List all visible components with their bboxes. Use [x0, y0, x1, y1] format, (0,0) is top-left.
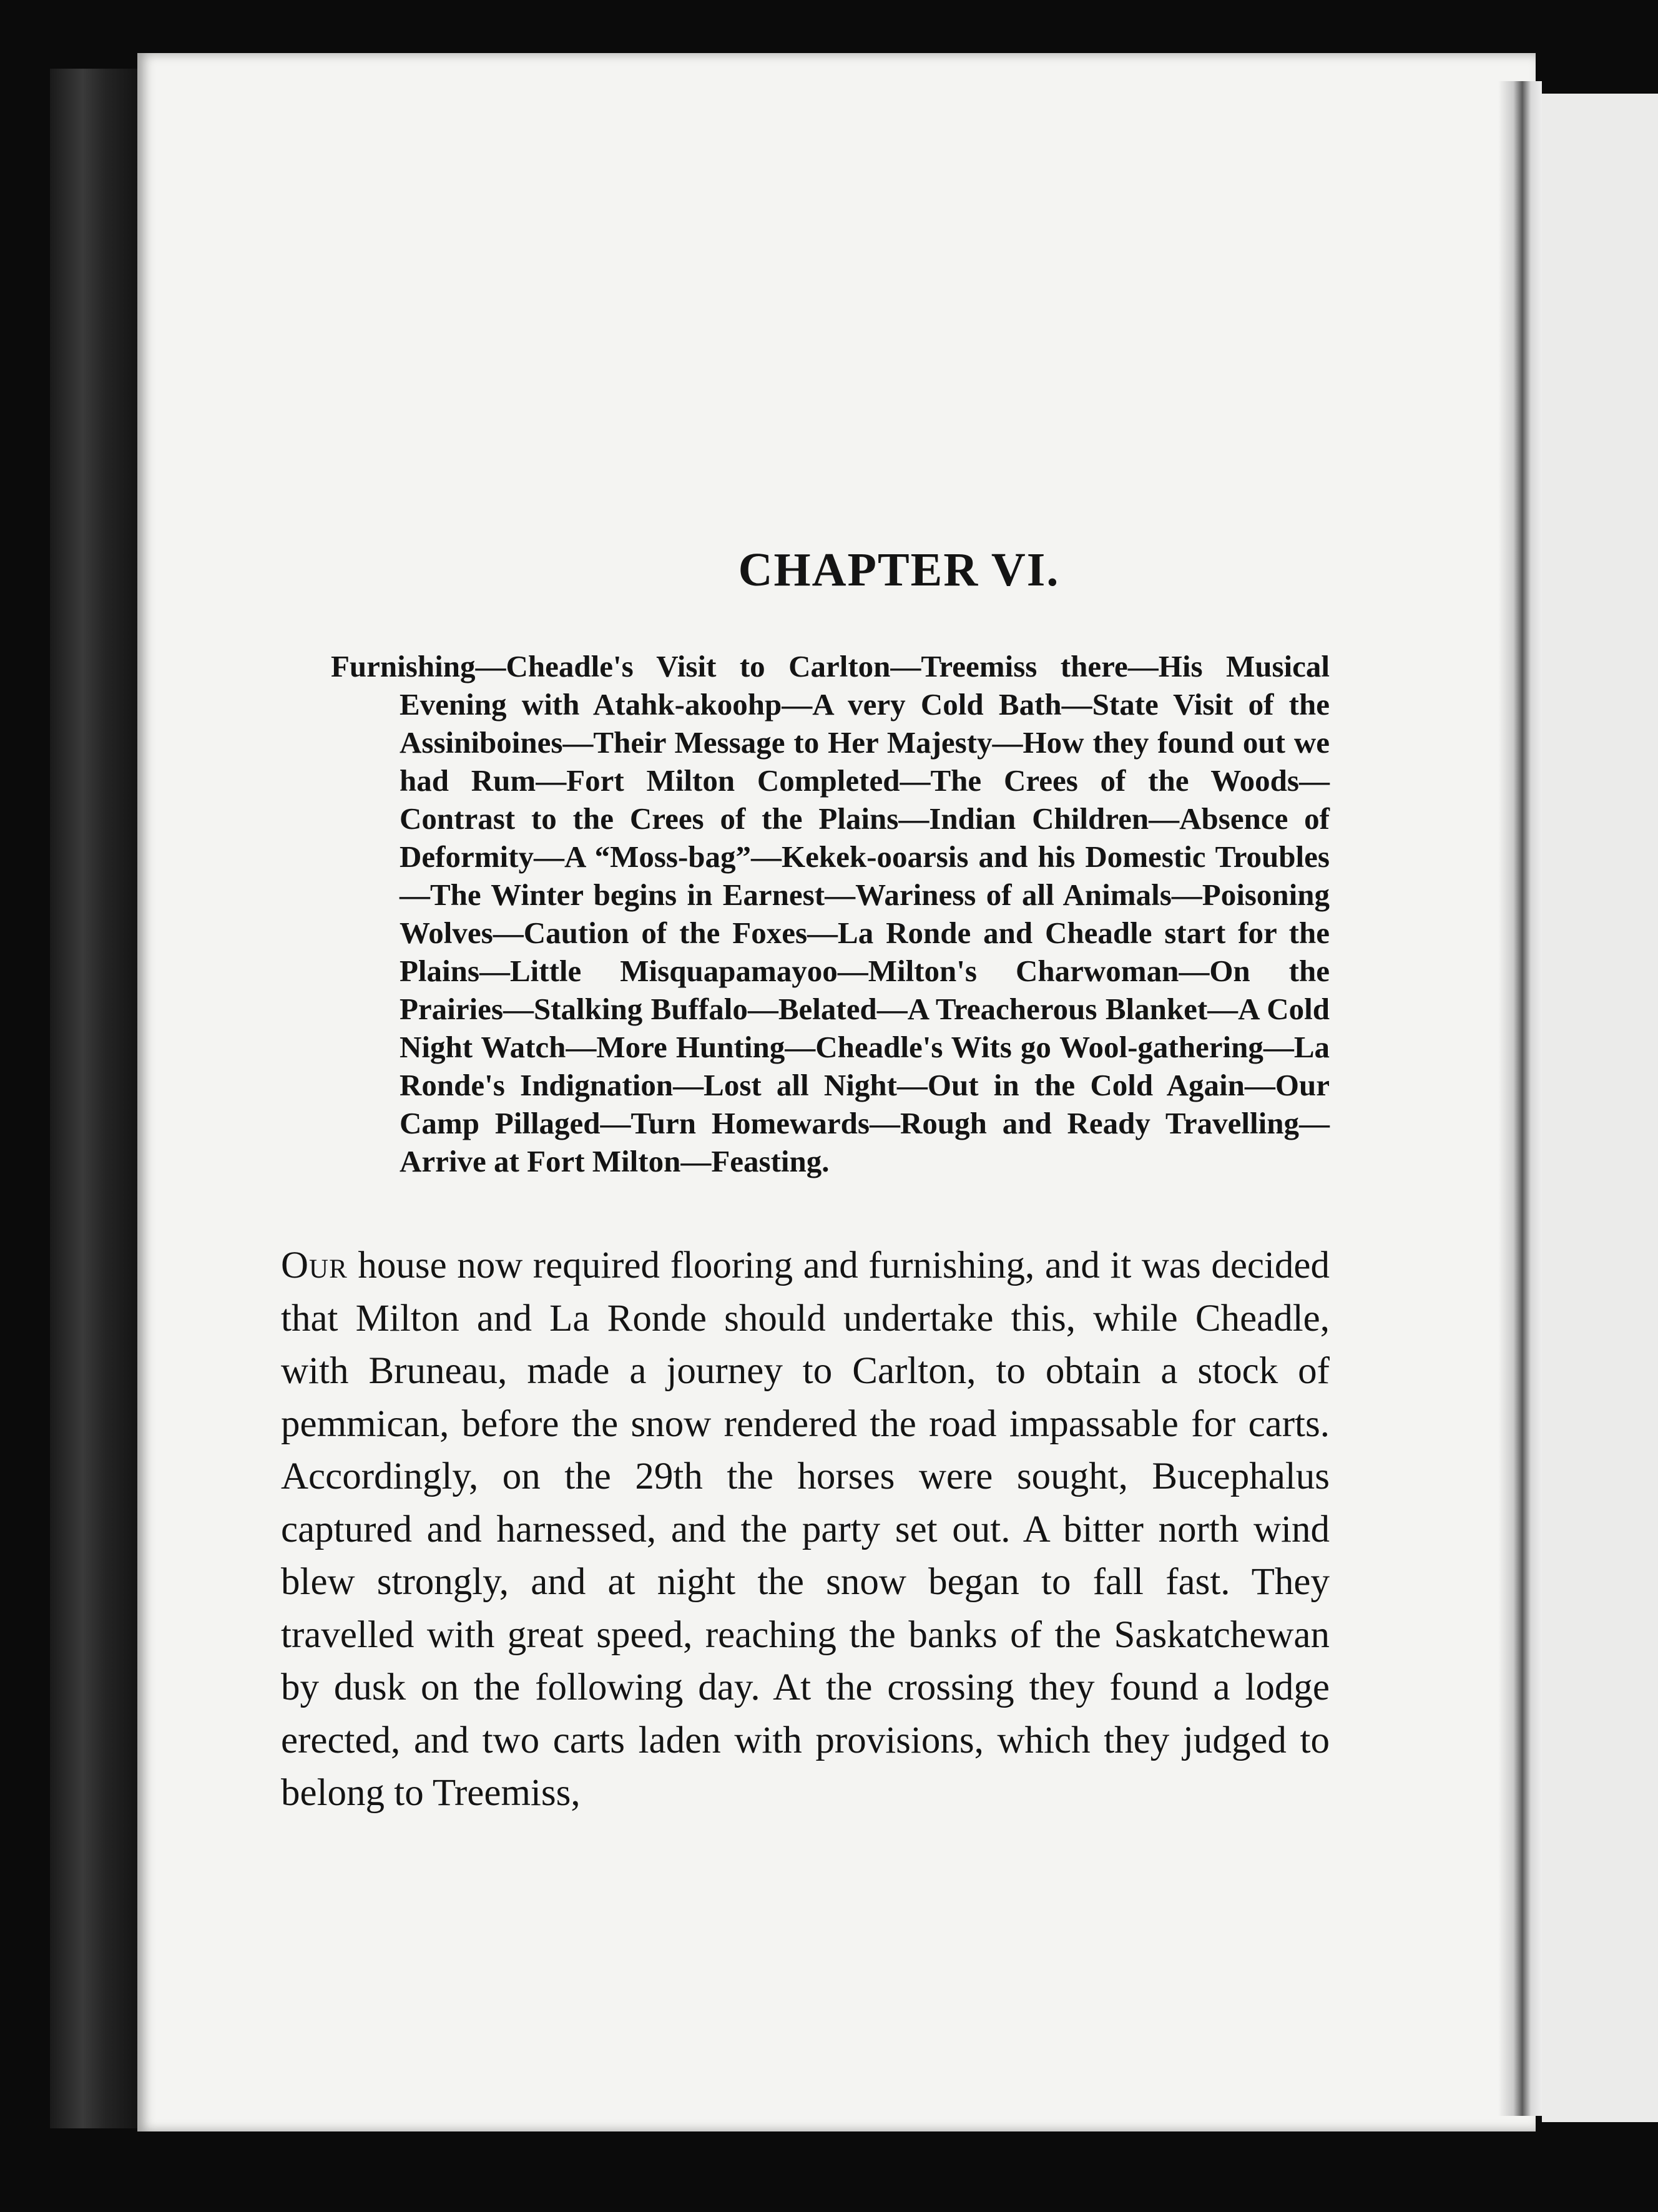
page-content	[281, 543, 1330, 1820]
adjacent-page-edge	[1542, 94, 1658, 2122]
opening-word: Our	[281, 1245, 348, 1286]
page-gutter-shadow	[1498, 81, 1542, 2116]
chapter-heading: CHAPTER VI.	[738, 544, 1060, 596]
paragraph-text: house now required flooring and furnishing, and it was decided that Milton and La Ronde should undertake this, while Cheadle, with Bruneau, made a journey to Carlton, to obtain a stock of pemmican, before the snow rendered the road impassable for carts. Accordingly, on the 29th the horses were sought, Bucephalus captured and harnessed, and the party set out. A bitter north wind blew strongly, and at night the snow began to fall fast. They travelled with great speed, reaching the banks of the Saskatchewan by dusk on the following day. At the crossing they found a lodge erected, and two carts laden with provisions, which they judged to belong to Treemiss,	[281, 1245, 1330, 1814]
body-paragraph	[281, 1240, 1330, 1820]
chapter-synopsis: Furnishing—Cheadle's Visit to Carlton—Treemiss there—His Musical Evening with Atahk-akoohp—A very Cold Bath—State Visit of the Assiniboines—Their Message to Her Majesty—How they found out we had Rum—Fort Milton Completed—The Crees of the Woods—Contrast to the Crees of the Plains—Indian Children—Absence of Deformity—A “Moss-bag”—Kekek-ooarsis and his Domestic Troubles—The Winter begins in Earnest—Wariness of all Animals—Poisoning Wolves—Caution of the Foxes—La Ronde and Cheadle start for the Plains—Little Misquapamayoo—Milton's Charwoman—On the Prairies—Stalking Buffalo—Belated—A Treacherous Blanket—A Cold Night Watch—More Hunting—Cheadle's Wits go Wool-gathering—La Ronde's Indignation—Lost all Night—Out in the Cold Again—Our Camp Pillaged—Turn Homewards—Rough and Ready Travelling—Arrive at Fort Milton—Feasting.	[331, 649, 1330, 1178]
book-spine	[50, 69, 144, 2128]
